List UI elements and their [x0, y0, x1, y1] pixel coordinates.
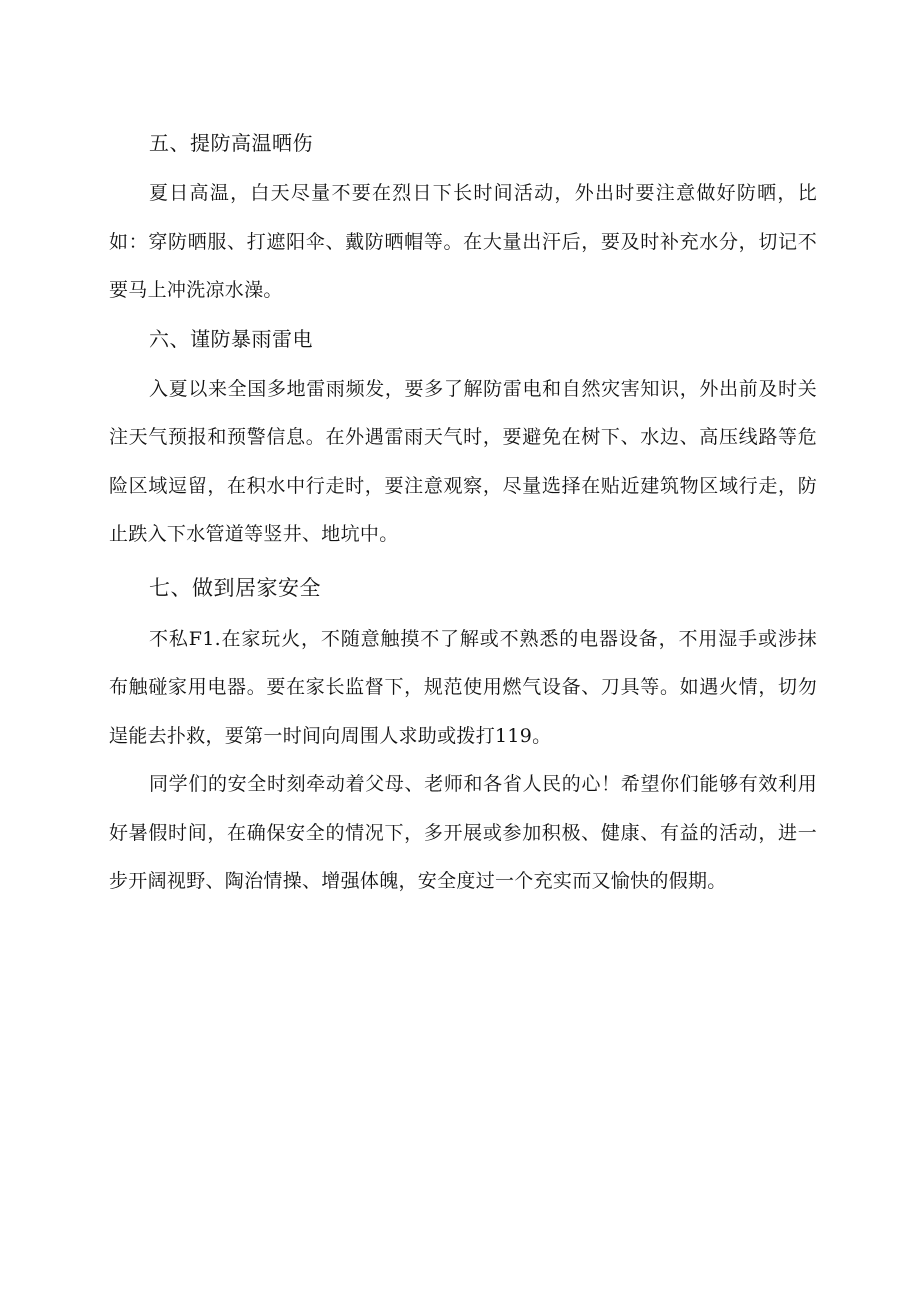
document-content	[109, 125, 817, 906]
section-body-5: 夏日高温，白天尽量不要在烈日下长时间活动，外出时要注意做好防晒，比如：穿防晒服、打遮阳伞、戴防晒帽等。在大量出汗后，要及时补充水分，切记不要马上冲洗凉水澡。	[109, 182, 817, 301]
section-heading-7: 七、做到居家安全	[149, 576, 321, 600]
section-body-7: 不私F1.在家玩火，不随意触摸不了解或不熟悉的电器设备，不用湿手或涉抹布触碰家用电器。要在家长监督下，规范使用燃气设备、刀具等。如遇火情，切勿逞能去扑救，要第一时间向周围人求助或拨打119。	[109, 627, 817, 747]
section-heading-5: 五、提防高温晒伤	[149, 133, 313, 155]
section-body-6: 入夏以来全国多地雷雨频发，要多了解防雷电和自然灾害知识，外出前及时关注天气预报和预警信息。在外遇雷雨天气时，要避免在树下、水边、高压线路等危险区域逗留，在积水中行走时，要注意观察，尽量选择在贴近建筑物区域行走，防止跌入下水管道等竖井、地坑中。	[109, 377, 817, 545]
closing-paragraph: 同学们的安全时刻牵动着父母、老师和各省人民的心！希望你们能够有效利用好暑假时间，在确保安全的情况下，多开展或参加积极、健康、有益的活动，进一步开阔视野、陶治情操、增强体魄，安全度过一个充实而又愉快的假期。	[109, 773, 817, 892]
section-heading-6: 六、谨防暴雨雷电	[149, 328, 313, 351]
